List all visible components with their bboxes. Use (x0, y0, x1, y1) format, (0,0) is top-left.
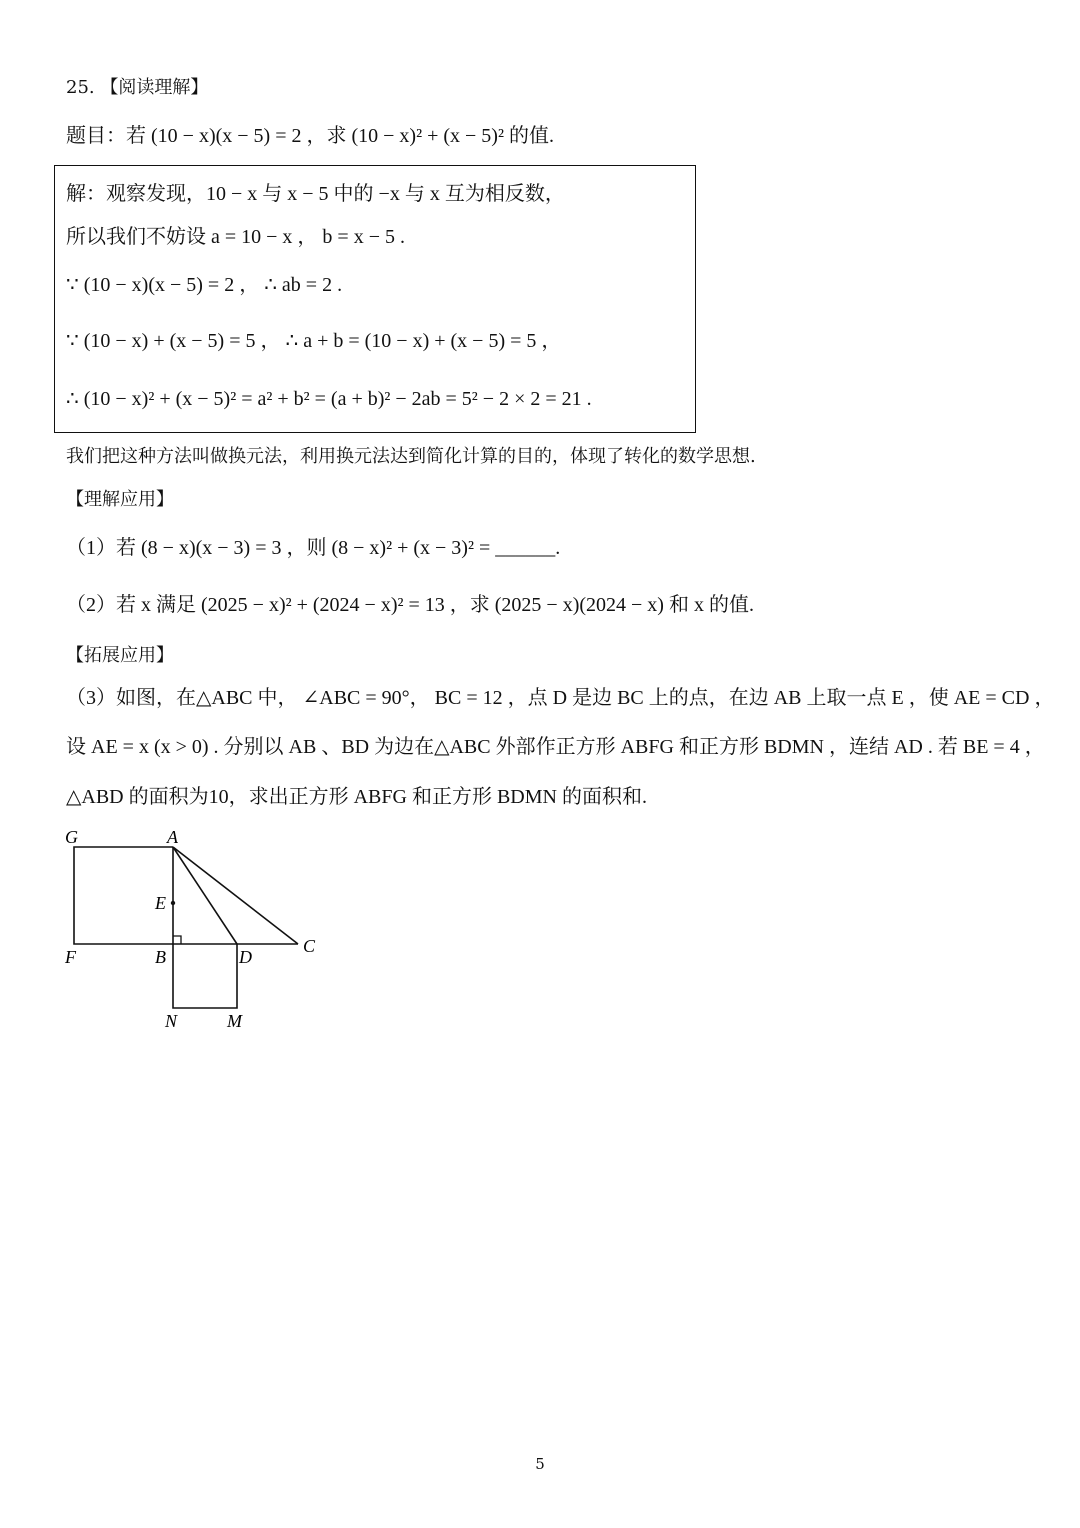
question-3-line-1: （3）如图，在△ABC 中， ∠ABC = 90°， BC = 12 ，点 D 是边 BC 上的点，在边 AB 上取一点 E ，使 AE = CD ， (66, 687, 1055, 709)
label-n: N (165, 1011, 178, 1031)
label-a: A (167, 827, 178, 847)
label-d: D (239, 947, 252, 967)
question-3-line-2: 设 AE = x (x > 0) . 分别以 AB 、BD 为边在△ABC 外部作正方形 ABFG 和正方形 BDMN ，连结 AD . 若 BE = 4 ， (66, 736, 1045, 758)
solution-line-3: ∵ (10 − x)(x − 5) = 2 ， ∴ ab = 2 . (66, 274, 343, 296)
point-e (171, 901, 175, 905)
segment-ad (173, 847, 237, 944)
solution-line-2: 所以我们不妨设 a = 10 − x ， b = x − 5 . (66, 226, 405, 248)
right-angle-mark (173, 936, 181, 944)
question-1: （1）若 (8 − x)(x − 3) = 3 ，则 (8 − x)² + (x − 3)² = ______. (66, 537, 561, 559)
understanding-title: 【理解应用】 (66, 489, 174, 510)
extension-title: 【拓展应用】 (66, 645, 174, 666)
label-g: G (65, 827, 78, 847)
page-number: 5 (535, 1455, 545, 1473)
problem-header: 25. 【阅读理解】 (66, 77, 209, 98)
solution-line-4: ∵ (10 − x) + (x − 5) = 5 ， ∴ a + b = (10 − x) + (x − 5) = 5 ， (66, 330, 562, 352)
label-b: B (155, 947, 166, 967)
question-3-line-3: △ABD 的面积为10，求出正方形 ABFG 和正方形 BDMN 的面积和. (66, 786, 647, 808)
solution-line-1: 解：观察发现，10 − x 与 x − 5 中的 −x 与 x 互为相反数， (66, 183, 565, 205)
segment-ac (173, 847, 298, 944)
label-e: E (155, 893, 166, 913)
square-bdmn (173, 944, 237, 1008)
geometry-figure (55, 823, 335, 1038)
label-m: M (227, 1011, 242, 1031)
problem-question: 题目：若 (10 − x)(x − 5) = 2 ，求 (10 − x)² + (x − 5)² 的值. (66, 125, 554, 147)
label-f: F (65, 947, 76, 967)
question-2: （2）若 x 满足 (2025 − x)² + (2024 − x)² = 13 ，求 (2025 − x)(2024 − x) 和 x 的值. (66, 594, 754, 616)
solution-line-5: ∴ (10 − x)² + (x − 5)² = a² + b² = (a + b)² − 2ab = 5² − 2 × 2 = 21 . (66, 388, 592, 410)
label-c: C (303, 936, 316, 956)
method-note: 我们把这种方法叫做换元法，利用换元法达到简化计算的目的，体现了转化的数学思想. (66, 446, 756, 467)
